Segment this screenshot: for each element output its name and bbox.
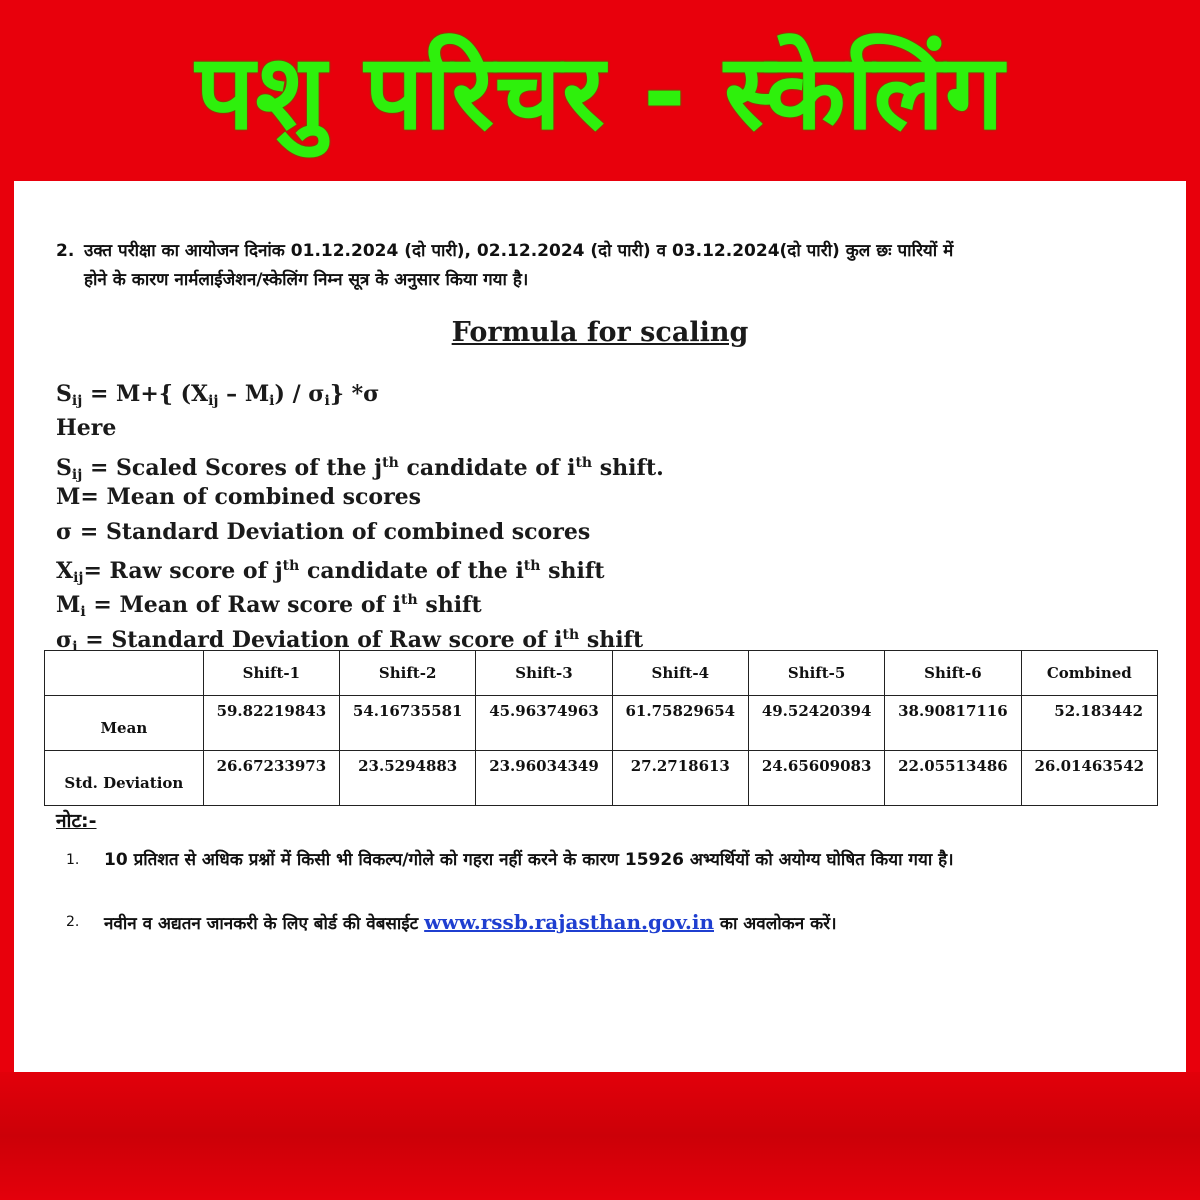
table-header-cell: Shift-1 — [203, 651, 339, 696]
table-header-cell: Shift-3 — [476, 651, 612, 696]
note-text-before: नवीन व अद्यतन जानकरी के लिए बोर्ड की वेबसाईट — [104, 914, 419, 934]
formula-heading: Formula for scaling — [451, 317, 749, 348]
table-header-cell — [45, 651, 204, 696]
website-link[interactable]: www.rssb.rajasthan.gov.in — [424, 910, 714, 934]
page-banner-title: पशु परिचर - स्केलिंग — [195, 31, 1005, 153]
notice-document — [14, 181, 1186, 1072]
row-label: Std. Deviation — [45, 751, 204, 806]
table-cell: 27.2718613 — [612, 751, 748, 806]
table-cell: 59.82219843 — [203, 696, 339, 751]
intro-line-1: उक्त परीक्षा का आयोजन दिनांक 01.12.2024 (दो पारी), 02.12.2024 (दो पारी) व 03.12.2024(दो पारी) कुल छः पारियों में — [84, 241, 954, 261]
bottom-banner-strip — [0, 1072, 1200, 1200]
formula-definitions — [56, 377, 664, 655]
table-cell: 26.01463542 — [1021, 751, 1157, 806]
row-label: Mean — [45, 696, 204, 751]
table-row — [45, 751, 1158, 806]
definition-m: M= Mean of combined scores — [56, 484, 422, 511]
definition-sij: $S_{ij}$ = Scaled Scores of the $j^{th}$ candidate of $i^{th}$ shift. — [56, 454, 664, 483]
table-header-cell: Shift-4 — [612, 651, 748, 696]
table-cell: 26.67233973 — [203, 751, 339, 806]
formula-equation: $S_{ij} = M+${ $(X_{ij} - M_i) / \sigma_i$} *σ — [56, 381, 380, 409]
definition-sigmai: $\sigma_i$ = Standard Deviation of Raw score of $i^{th}$ shift — [56, 626, 644, 655]
table-cell: 38.90817116 — [885, 696, 1021, 751]
table-row — [45, 696, 1158, 751]
note-item-2 — [66, 907, 1146, 939]
intro-number: 2. — [56, 241, 75, 261]
table-header-row — [45, 651, 1158, 696]
table-header-cell: Shift-5 — [748, 651, 884, 696]
note-number: 2. — [66, 914, 80, 930]
note-item-1 — [66, 845, 1146, 875]
note-number: 1. — [66, 852, 80, 868]
table-cell: 54.16735581 — [340, 696, 476, 751]
intro-paragraph — [56, 237, 1146, 295]
note-text-after: का अवलोकन करें। — [719, 914, 837, 934]
intro-line-2: होने के कारण नार्मलाईजेशन/स्केलिंग निम्न सूत्र के अनुसार किया गया है। — [84, 270, 529, 290]
here-label: Here — [56, 415, 117, 442]
table-cell: 23.5294883 — [340, 751, 476, 806]
scaling-table — [44, 650, 1158, 806]
note-text: 10 प्रतिशत से अधिक प्रश्नों में किसी भी विकल्प/गोले को गहरा नहीं करने के कारण 15926 अभ्यर्थियों को अयोग्य घोषित किया गया है। — [104, 850, 954, 870]
table-cell: 23.96034349 — [476, 751, 612, 806]
table-cell: 61.75829654 — [612, 696, 748, 751]
notes-heading: नोट:- — [56, 810, 97, 832]
table-header-cell: Shift-6 — [885, 651, 1021, 696]
table-cell: 45.96374963 — [476, 696, 612, 751]
table-cell: 24.65609083 — [748, 751, 884, 806]
table-header-cell: Shift-2 — [340, 651, 476, 696]
definition-mi: $M_i$ = Mean of Raw score of $i^{th}$ shift — [56, 592, 482, 621]
table-cell: 22.05513486 — [885, 751, 1021, 806]
table-cell: 52.183442 — [1021, 696, 1157, 751]
definition-sigma: σ = Standard Deviation of combined scores — [56, 518, 591, 545]
table-header-cell: Combined — [1021, 651, 1157, 696]
definition-xij: $X_{ij}=$ Raw score of $j^{th}$ candidate of the $i^{th}$ shift — [56, 557, 605, 586]
table-cell: 49.52420394 — [748, 696, 884, 751]
